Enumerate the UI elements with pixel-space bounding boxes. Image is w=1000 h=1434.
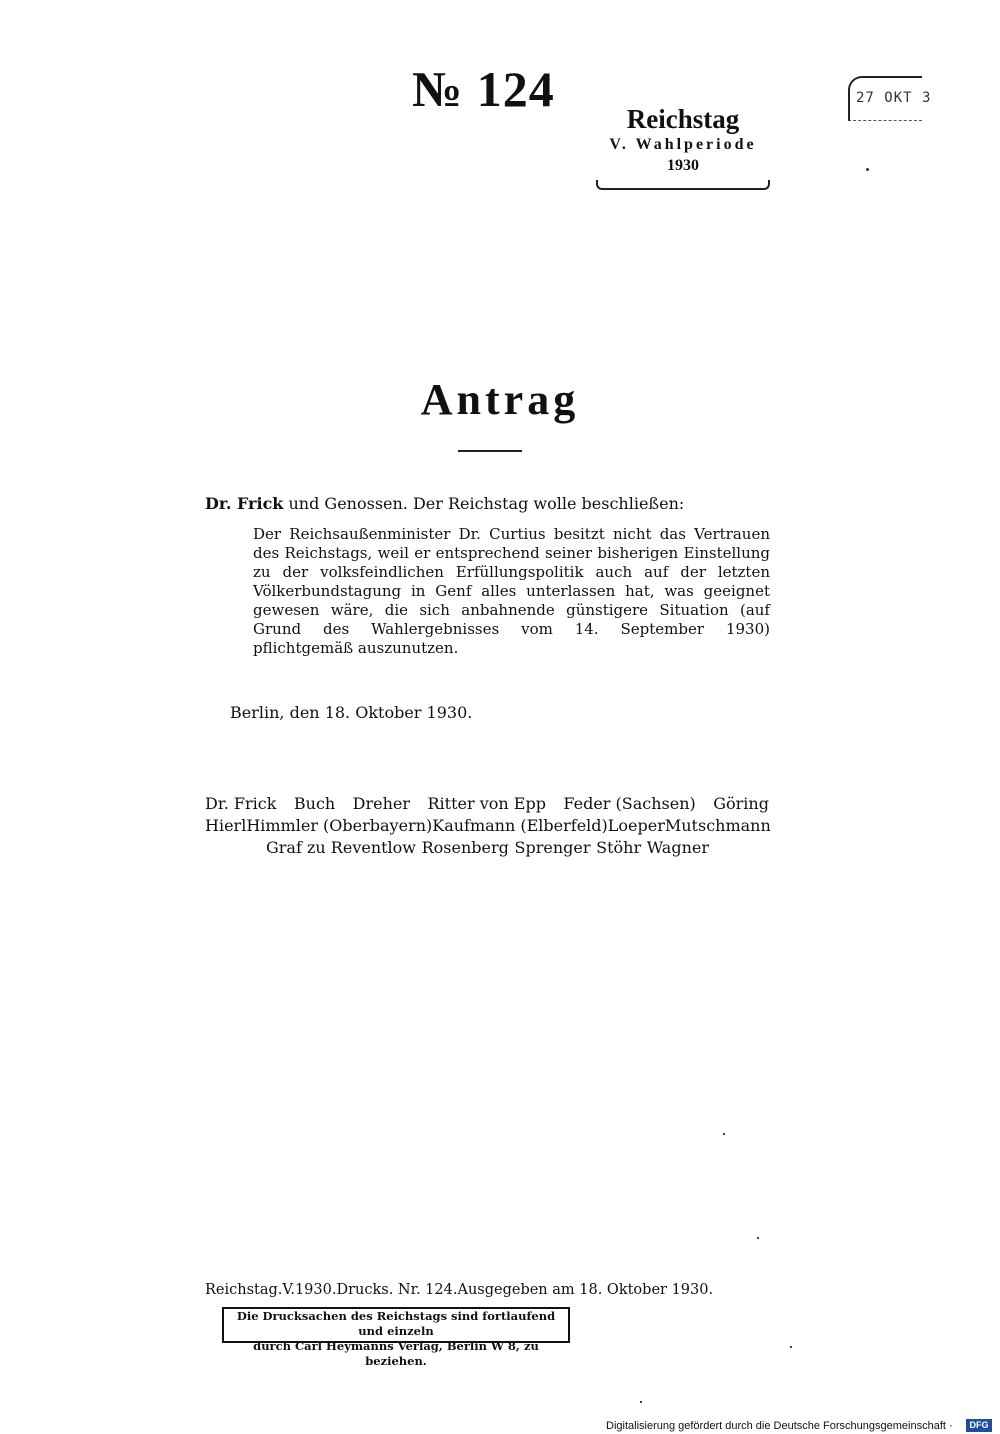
heading-brace — [596, 180, 770, 190]
signatory: Hierl — [205, 816, 247, 835]
signatory: Dreher — [352, 794, 411, 813]
signatory: Kaufmann (Elberfeld) — [432, 816, 608, 835]
title-rule — [458, 450, 522, 452]
scan-speck — [640, 1401, 642, 1403]
motion-author: Dr. Frick — [205, 494, 284, 513]
footer-part: Reichstag. — [205, 1282, 283, 1298]
motion-text: Der Reichsaußenminister Dr. Curtius besitzt nicht das Vertrauen des Reichstags, weil er entsprechend seiner bisherigen Einstellung zu der volksfeindlichen Erfüllungspolitik auch auf der letzten Völkerbundstagung in Genf alles unterlassen hat, was geeignet gewesen wäre, die sich anbahnende günstigere Situation (auf Grund des Wahlergebnisses vom 14. September 1930) pflichtgemäß auszunutzen. — [253, 525, 770, 657]
electoral-period: V. Wahlperiode — [609, 136, 757, 153]
scan-speck — [790, 1346, 792, 1348]
publisher-notice-box — [222, 1307, 570, 1368]
footer-part: V. — [282, 1282, 295, 1298]
signatory: Himmler (Oberbayern) — [246, 816, 433, 835]
signatories-row-3 — [266, 838, 709, 857]
signatory: Feder (Sachsen) — [563, 794, 696, 813]
signatory: Sprenger — [514, 838, 591, 857]
digitization-credit: Digitalisierung gefördert durch die Deutsche Forschungsgemeinschaft · — [606, 1420, 953, 1432]
place-date: Berlin, den 18. Oktober 1930. — [230, 703, 473, 722]
publisher-notice-line-1: Die Drucksachen des Reichstags sind fortlaufend und einzeln — [236, 1309, 556, 1338]
signatory: Rosenberg — [421, 838, 509, 857]
motion-intro-text: und Genossen. Der Reichstag wolle beschließen: — [288, 494, 685, 513]
signatory: Stöhr — [596, 838, 642, 857]
footer-part: Ausgegeben am 18. Oktober 1930. — [457, 1282, 714, 1298]
dfg-logo: DFG — [966, 1419, 992, 1432]
period-year: 1930 — [667, 157, 699, 174]
signatory: Wagner — [646, 838, 709, 857]
document-title: Antrag — [420, 375, 580, 424]
footer-part: Drucks. Nr. 124. — [336, 1282, 458, 1298]
body-name: Reichstag — [626, 104, 740, 134]
print-info-line — [205, 1282, 714, 1298]
signatory: Göring — [713, 794, 769, 813]
document-number: № 124 — [412, 61, 555, 117]
signatory: Buch — [293, 794, 336, 813]
motion-intro — [205, 494, 684, 513]
reichstag-heading — [596, 104, 770, 190]
publisher-notice-line-2: durch Carl Heymanns Verlag, Berlin W 8, zu beziehen. — [253, 1339, 539, 1368]
signatory: Graf zu Reventlow — [266, 838, 416, 857]
scan-speck — [723, 1133, 725, 1135]
signatories-row-2 — [205, 816, 769, 835]
signatory: Dr. Frick — [205, 794, 277, 813]
signatories-row-1 — [205, 794, 769, 813]
scan-speck — [757, 1237, 759, 1239]
stamp-text: 27 OKT 3 — [856, 90, 932, 106]
signatory: Ritter von Epp — [427, 794, 546, 813]
signatory: Mutschmann — [664, 816, 771, 835]
signatory: Loeper — [607, 816, 665, 835]
stamp-mark — [866, 168, 869, 171]
footer-part: 1930. — [294, 1282, 337, 1298]
